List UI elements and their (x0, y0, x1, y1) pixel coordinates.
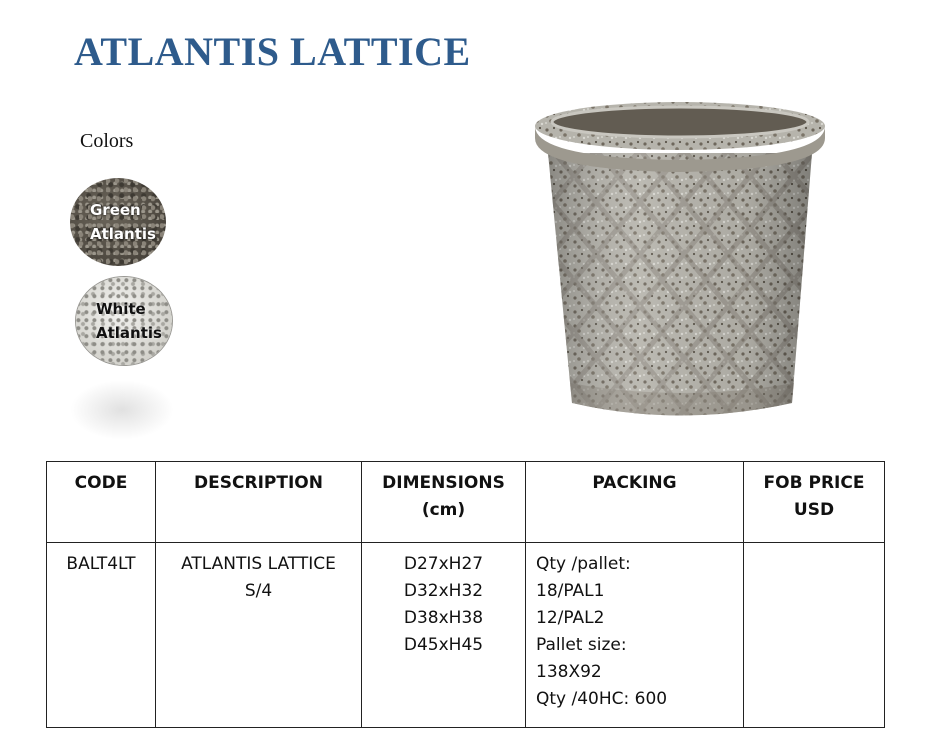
packing-line: 12/PAL2 (536, 608, 605, 628)
swatch-placeholder-shadow (70, 380, 174, 440)
dimension-item: D32xH32 (403, 581, 484, 601)
header-fob-line2: USD (793, 500, 835, 520)
swatch-white-atlantis[interactable] (76, 277, 172, 365)
dimension-item: D38xH38 (403, 608, 484, 628)
swatch-label-line1: Green (90, 201, 141, 219)
header-description: DESCRIPTION (156, 462, 362, 543)
packing-line: Qty /40HC: 600 (536, 689, 668, 709)
header-packing: PACKING (526, 462, 744, 543)
swatch-label-line1: White (96, 300, 146, 318)
packing-line: 138X92 (536, 662, 602, 682)
packing-line: Qty /pallet: (536, 554, 631, 574)
description-line2: S/4 (244, 581, 273, 601)
page-title: ATLANTIS LATTICE (74, 29, 471, 74)
cell-dimensions (362, 543, 526, 728)
dimension-item: D45xH45 (403, 635, 484, 655)
header-dimensions-line2: (cm) (421, 500, 466, 520)
header-fob-price (744, 462, 885, 543)
swatch-green-atlantis[interactable] (70, 178, 166, 266)
header-dimensions (362, 462, 526, 543)
header-dimensions-line1: DIMENSIONS (382, 473, 505, 493)
packing-line: 18/PAL1 (536, 581, 605, 601)
cell-fob-price (744, 543, 885, 728)
packing-line: Pallet size: (536, 635, 627, 655)
cell-description (156, 543, 362, 728)
dimension-item: D27xH27 (403, 554, 484, 574)
product-photo-pot (530, 98, 830, 428)
table-row (47, 543, 885, 728)
swatch-label-line2: Atlantis (96, 324, 162, 342)
description-line1: ATLANTIS LATTICE (181, 554, 336, 574)
header-fob-line1: FOB PRICE (763, 473, 865, 493)
swatch-label-line2: Atlantis (90, 225, 156, 243)
cell-code: BALT4LT (47, 543, 156, 728)
header-code: CODE (47, 462, 156, 543)
product-spec-table (46, 461, 885, 728)
cell-packing (526, 543, 744, 728)
table-header-row (47, 462, 885, 543)
colors-label: Colors (80, 130, 134, 152)
